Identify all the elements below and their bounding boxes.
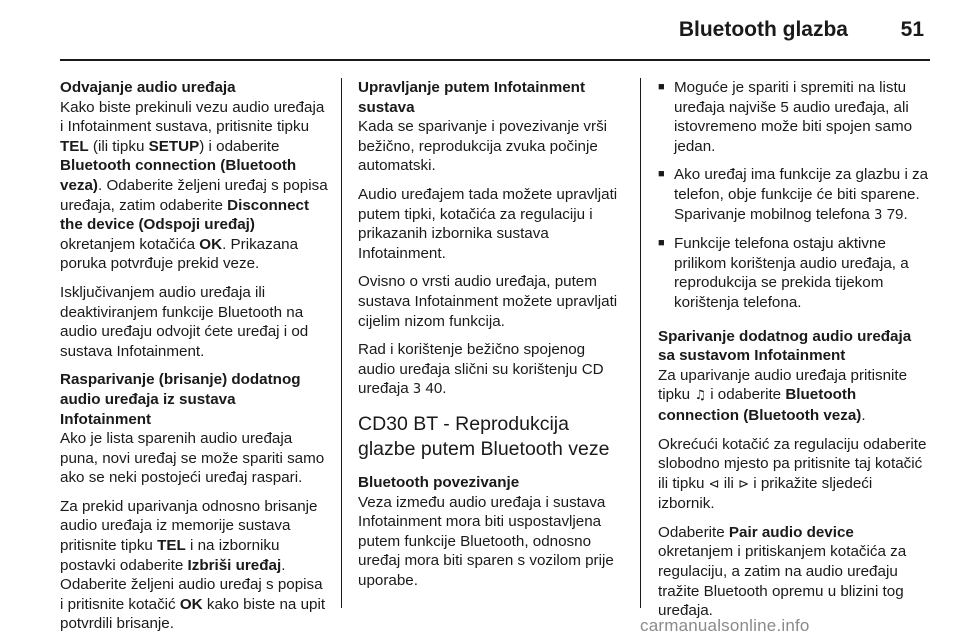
column-3: [658, 78, 930, 630]
list-item: ■ Funkcije telefona ostaju aktivne prilikom korištenja audio uređaja, a reprodukcija se prekida tijekom korištenja telefona.: [658, 235, 909, 311]
page-reference-icon: 3: [412, 382, 422, 398]
column-1: [60, 78, 328, 643]
paragraph-controls: Audio uređajem tada možete upravljati putem tipki, kotačića za regulaciju i prikazanih izbornika sustava Infotainment.: [358, 185, 618, 262]
subheading-pair-device: Sparivanje dodatnog audio uređaja sa sustavom Infotainment: [658, 327, 912, 365]
column-2: [358, 78, 626, 599]
bullet-icon: ■: [658, 237, 665, 250]
bullet-icon: ■: [658, 81, 665, 93]
paragraph-unpair-steps: Za prekid uparivanja odnosno brisanje audio uređaja iz memorije sustava pritisnite tipku TEL i na izborniku postavki odaberite Izbriši uređaj. Odaberite željeni audio uređaj s popisa i pritisnite kotačić OK kako biste na upit potvrdili brisanje.: [60, 497, 326, 633]
subheading-bluetooth-connect: Bluetooth povezivanje: [358, 473, 520, 491]
page-header-title: Bluetooth glazba: [678, 18, 848, 41]
arrow-left-icon: ⊲: [708, 476, 720, 492]
list-item: ■ Moguće je spariti i spremiti na listu uređaja najviše 5 audio uređaja, ali istovremeno može biti spojen samo jedan.: [658, 79, 913, 155]
page-number: 51: [900, 18, 924, 41]
paragraph-list-full: Ako je lista sparenih audio uređaja puna, novi uređaj se može spariti samo ako se neki postojeći uređaj raspari.: [60, 430, 325, 487]
subheading-disconnect: Odvajanje audio uređaja: [60, 79, 236, 96]
paragraph-autoplay: Kada se sparivanje i povezivanje vrši bežično, reprodukcija zvuka počinje automatski.: [358, 118, 608, 175]
subheading-unpair: Rasparivanje (brisanje) dodatnog audio uređaja iz sustava Infotainment: [60, 371, 301, 428]
section-heading-cd30: CD30 BT - Reprodukcija glazbe putem Bluetooth veze: [358, 412, 610, 460]
paragraph-pair-slot: Okrećući kotačić za regulaciju odaberite slobodno mjesto pa pritisnite taj kotačić ili tipku ⊲ ili ⊳ i prikažite sljedeći izbornik.: [658, 435, 927, 513]
list-item: ■ Ako uređaj ima funkcije za glazbu i za telefon, obje funkcije će biti sparene. Sparivanje mobilnog telefona 3 79.: [658, 166, 929, 223]
column-divider-1: [341, 78, 342, 608]
column-divider-2: [640, 78, 641, 608]
paragraph-deactivate: Isključivanjem audio uređaja ili deaktiviranjem funkcije Bluetooth na audio uređaju odvojit ćete uređaj i od sustava Infotainment.: [60, 283, 309, 360]
paragraph-bluetooth-connect: Veza između audio uređaja i sustava Infotainment mora biti uspostavljena putem funkcije Bluetooth, odnosno uređaj mora biti sparen s vozilom prije uporabe.: [358, 493, 614, 589]
paragraph-pair-start: Za uparivanje audio uređaja pritisnite tipku ♫ i odaberite Bluetooth connection (Bluetooth veza).: [658, 366, 908, 424]
music-note-icon: ♫: [694, 388, 706, 404]
paragraph-pair-select: Odaberite Pair audio device okretanjem i pritiskanjem kotačića za regulaciju, a zatim na audio uređaju tražite Bluetooth opremu u blizini tog uređaja.: [658, 523, 907, 620]
bullet-icon: ■: [658, 168, 665, 181]
arrow-right-icon: ⊳: [738, 476, 750, 492]
watermark: carmanualsonline.info: [640, 616, 810, 635]
page-reference-icon: 3: [874, 207, 883, 223]
subheading-control: Upravljanje putem Infotainment sustava: [358, 79, 585, 116]
header-divider: [60, 59, 930, 61]
paragraph-functions: Ovisno o vrsti audio uređaja, putem sustava Infotainment možete upravljati cijelim nizom funkcija.: [358, 273, 618, 330]
paragraph-cd-reference: Rad i korištenje bežično spojenog audio uređaja slični su korištenju CD uređaja 3 40.: [358, 341, 604, 398]
paragraph-disconnect: Kako biste prekinuli vezu audio uređaja i Infotainment sustava, pritisnite tipku TEL (ili tipku SETUP) i odaberite Bluetooth connection (Bluetooth veza). Odaberite željeni uređaj s popisa uređaja, zatim odaberite Disconnect the device (Odspoji uređaj) okretanjem kotačića OK. Prikazana poruka potvrđuje prekid veze.: [60, 98, 328, 273]
bullet-list: [658, 78, 930, 313]
